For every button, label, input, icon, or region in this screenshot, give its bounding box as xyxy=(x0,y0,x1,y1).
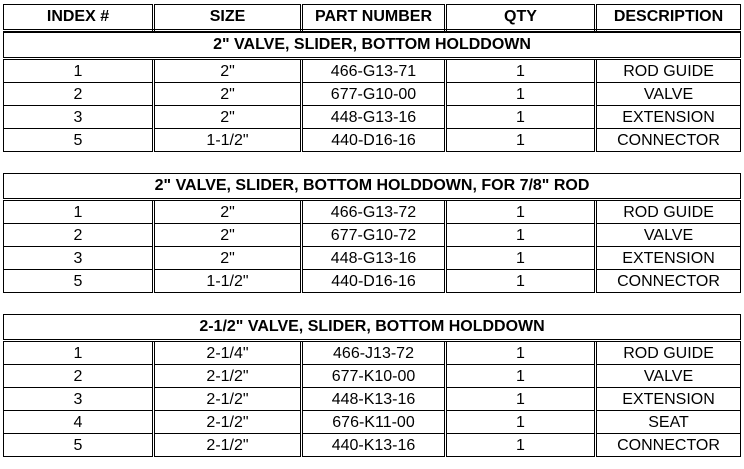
sections-container xyxy=(3,32,740,457)
index-cell: 1 xyxy=(4,200,154,224)
parts-section-table xyxy=(3,32,741,152)
header-description: DESCRIPTION xyxy=(596,5,741,31)
size-cell: 2" xyxy=(154,83,302,106)
table-row xyxy=(4,59,741,83)
qty-cell: 1 xyxy=(446,59,596,83)
description-cell: CONNECTOR xyxy=(596,434,741,457)
header-size: SIZE xyxy=(154,5,302,31)
size-cell: 2-1/2" xyxy=(154,388,302,411)
index-cell: 3 xyxy=(4,247,154,270)
qty-cell: 1 xyxy=(446,341,596,365)
description-cell: ROD GUIDE xyxy=(596,200,741,224)
qty-cell: 1 xyxy=(446,83,596,106)
description-cell: VALVE xyxy=(596,365,741,388)
size-cell: 2-1/4" xyxy=(154,341,302,365)
part-number-cell: 466-G13-71 xyxy=(302,59,446,83)
header-qty: QTY xyxy=(446,5,596,31)
parts-section-table xyxy=(3,314,741,457)
section-gap xyxy=(3,152,740,173)
header-part-number: PART NUMBER xyxy=(302,5,446,31)
part-number-cell: 440-D16-16 xyxy=(302,129,446,152)
table-row xyxy=(4,129,741,152)
size-cell: 2" xyxy=(154,200,302,224)
part-number-cell: 466-G13-72 xyxy=(302,200,446,224)
description-cell: EXTENSION xyxy=(596,388,741,411)
section-title: 2" VALVE, SLIDER, BOTTOM HOLDDOWN, FOR 7/8" ROD xyxy=(4,174,741,200)
table-row xyxy=(4,341,741,365)
qty-cell: 1 xyxy=(446,365,596,388)
size-cell: 2" xyxy=(154,59,302,83)
index-cell: 3 xyxy=(4,106,154,129)
table-row xyxy=(4,270,741,293)
description-cell: SEAT xyxy=(596,411,741,434)
table-row xyxy=(4,388,741,411)
index-cell: 2 xyxy=(4,365,154,388)
qty-cell: 1 xyxy=(446,270,596,293)
header-index: INDEX # xyxy=(4,5,154,31)
description-cell: ROD GUIDE xyxy=(596,341,741,365)
parts-section-table xyxy=(3,173,741,293)
index-cell: 2 xyxy=(4,224,154,247)
description-cell: CONNECTOR xyxy=(596,270,741,293)
part-number-cell: 440-K13-16 xyxy=(302,434,446,457)
size-cell: 1-1/2" xyxy=(154,129,302,152)
size-cell: 2-1/2" xyxy=(154,365,302,388)
description-cell: EXTENSION xyxy=(596,106,741,129)
index-cell: 2 xyxy=(4,83,154,106)
index-cell: 5 xyxy=(4,434,154,457)
qty-cell: 1 xyxy=(446,388,596,411)
size-cell: 2" xyxy=(154,106,302,129)
qty-cell: 1 xyxy=(446,247,596,270)
column-header-row xyxy=(3,4,741,32)
part-number-cell: 448-G13-16 xyxy=(302,106,446,129)
part-number-cell: 677-G10-72 xyxy=(302,224,446,247)
description-cell: CONNECTOR xyxy=(596,129,741,152)
part-number-cell: 440-D16-16 xyxy=(302,270,446,293)
table-row xyxy=(4,83,741,106)
part-number-cell: 676-K11-00 xyxy=(302,411,446,434)
section-gap xyxy=(3,293,740,314)
qty-cell: 1 xyxy=(446,434,596,457)
index-cell: 5 xyxy=(4,270,154,293)
part-number-cell: 448-G13-16 xyxy=(302,247,446,270)
section-title: 2-1/2" VALVE, SLIDER, BOTTOM HOLDDOWN xyxy=(4,315,741,341)
qty-cell: 1 xyxy=(446,224,596,247)
index-cell: 3 xyxy=(4,388,154,411)
index-cell: 1 xyxy=(4,341,154,365)
section-title: 2" VALVE, SLIDER, BOTTOM HOLDDOWN xyxy=(4,33,741,59)
description-cell: VALVE xyxy=(596,83,741,106)
size-cell: 1-1/2" xyxy=(154,270,302,293)
index-cell: 5 xyxy=(4,129,154,152)
part-number-cell: 466-J13-72 xyxy=(302,341,446,365)
table-row xyxy=(4,434,741,457)
index-cell: 1 xyxy=(4,59,154,83)
table-row xyxy=(4,200,741,224)
size-cell: 2" xyxy=(154,247,302,270)
description-cell: ROD GUIDE xyxy=(596,59,741,83)
table-row xyxy=(4,106,741,129)
size-cell: 2-1/2" xyxy=(154,434,302,457)
description-cell: VALVE xyxy=(596,224,741,247)
qty-cell: 1 xyxy=(446,411,596,434)
part-number-cell: 677-G10-00 xyxy=(302,83,446,106)
size-cell: 2-1/2" xyxy=(154,411,302,434)
index-cell: 4 xyxy=(4,411,154,434)
parts-list xyxy=(3,4,740,457)
table-row xyxy=(4,247,741,270)
qty-cell: 1 xyxy=(446,129,596,152)
description-cell: EXTENSION xyxy=(596,247,741,270)
table-row xyxy=(4,224,741,247)
part-number-cell: 448-K13-16 xyxy=(302,388,446,411)
table-row xyxy=(4,411,741,434)
table-row xyxy=(4,365,741,388)
part-number-cell: 677-K10-00 xyxy=(302,365,446,388)
size-cell: 2" xyxy=(154,224,302,247)
qty-cell: 1 xyxy=(446,200,596,224)
qty-cell: 1 xyxy=(446,106,596,129)
